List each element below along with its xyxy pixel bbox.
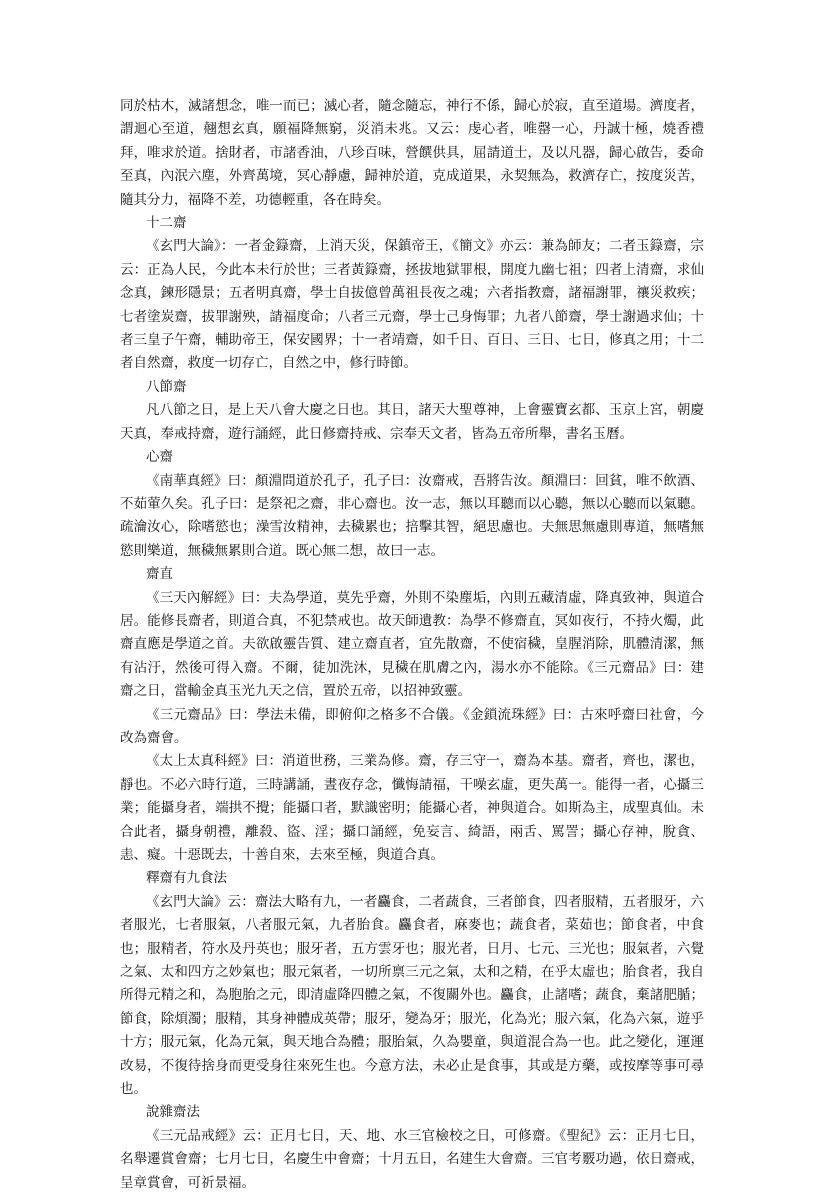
document-body	[120, 95, 704, 1195]
paragraph: 《太上太真科經》曰：消道世務，三業為修。齋，存三守一，齋為本基。齋者，齊也，潔也，靜也。不必六時行道，三時講誦，晝夜存念，懺悔請福，干噪玄虛，更失萬一。能得一者，心攝三業；能攝身者，端拱不攪；能攝口者，默識密明；能攝心者，神與道合。如斯為主，成聖真仙。未合此者，攝身朝禮，離殺、盜、淫；攝口誦經，免妄言、綺語，兩舌、罵詈；攝心存神，脫貪、恚、癡。十惡既去，十善自來，去來至極，與道合真。	[120, 753, 704, 863]
section-heading: 心齋	[146, 449, 173, 466]
section-heading: 八節齋	[146, 378, 187, 395]
paragraph: 《三天內解經》曰：夫為學道，莫先乎齋，外則不染塵垢，內則五藏清虛，降真致神，與道合居。能修長齋者，則道合真，不犯禁戒也。故天師遺教：為學不修齋直，冥如夜行，不持火燭，此齋直應是學道之首。夫欲啟靈告質、建立齋直者，宜先散齋，不使宿穢，皇腥消除，肌體清潔，無有沾汙，然後可得入齋。不爾，徒加洗沐，見穢在肌膚之內，湯水亦不能除。《三元齋品》曰：建齋之日，當輸金真玉光九天之信，置於五帝，以招神致靈。	[120, 589, 704, 700]
section-heading: 十二齋	[146, 215, 187, 232]
section-heading: 釋齋有九食法	[146, 870, 227, 887]
paragraph: 《南華真經》曰：顏淵問道於孔子，孔子曰：汝齋戒，吾將告汝。顏淵曰：回貧，唯不飲酒、不茹葷久矣。孔子曰：是祭祀之齋，非心齋也。汝一志，無以耳聽而以心聽，無以心聽而以氣聽。疏瀹汝心，除嗜慾也；澡雪汝精神，去穢累也；掊擊其智，絕思慮也。夫無思無慮則專道，無嗜無慾則樂道，無穢無累則合道。既心無二想，故曰一志。	[120, 472, 704, 559]
section-heading: 說雜齋法	[146, 1104, 200, 1121]
paragraph: 同於枯木，滅諸想念，唯一而已；滅心者，隨念隨忘，神行不係，歸心於寂，直至道場。濟度者，謂迴心至道，翹想玄真，願福降無窮，災消未兆。又云：虔心者，唯罄一心，丹誠十極，燒香禮拜，唯求於道。捨財者，市諸香油，八珍百味，營饌供具，屈請道士，及以凡器，歸心啟告，委命至真，內泯六塵，外齊萬境，冥心靜慮，歸神於道，克成道果，永契無為，救濟存亡，按度災苦，隨其分力，福降不差，功德輕重，各在時矣。	[120, 98, 704, 208]
paragraph: 《三元品戒經》云：正月七日，天、地、水三官檢校之日，可修齋。《聖紀》云：正月七日，名舉遷賞會齋；七月七日，名慶生中會齋；十月五日，名建生大會齋。三官考覈功過，依日齋戒，呈章賞會，可祈景福。	[120, 1127, 704, 1191]
paragraph: 《玄門大論》：一者金籙齋，上消天災，保鎮帝王，《簡文》亦云：兼為師友；二者玉籙齋，宗云：正為人民，今此本未行於世；三者黃籙齋，拯拔地獄罪根，開度九幽七祖；四者上清齋，求仙念真，鍊形隱景；五者明真齋，學士自拔億曾萬祖長夜之魂；六者指教齋，諸福謝罪，禳災救疾；七者塗炭齋，拔罪謝殃，請福度命；八者三元齋，學士己身悔罪；九者八節齋，學士謝過求仙；十者三皇子午齋，輔助帝王，保安國界；十一者靖齋，如千日、百日、三日、七日，修真之用；十二者自然齋，救度一切存亡，自然之中，修行時節。	[120, 238, 704, 372]
paragraph: 《玄門大論》云：齋法大略有九，一者麤食，二者蔬食，三者節食，四者服精，五者服牙，六者服光，七者服氣，八者服元氣，九者胎食。麤食者，麻麥也；蔬食者，菜茹也；節食者，中食也；服精者，符水及丹英也；服牙者，五方雲牙也；服光者，日月、七元、三光也；服氣者，六覺之氣、太和四方之妙氣也；服元氣者，一切所禀三元之氣，太和之精，在乎太虛也；胎食者，我自所得元精之和，為胞胎之元，即清虛降四體之氣，不復關外也。麤食，止諸嗜；蔬食，棄諸肥腯；節食，除煩濁；服精，其身神體成英帶；服牙，變為牙；服光，化為光；服六氣，化為六氣，遊乎十方；服元氣，化為元氣，與天地合為體；服胎氣，久為嬰童，與道混合為一也。此之變化，運運改易，不復待捨身而更受身往來死生也。今意方法，未必止是食事，其或是方藥，或按摩等事可尋也。	[120, 893, 704, 1098]
section-heading: 齋直	[146, 566, 173, 583]
paragraph: 《三元齋品》曰：學法未備，即俯仰之格多不合儀。《金鎖流珠經》曰：古來呼齋曰社會，今改為齋會。	[120, 706, 704, 746]
paragraph: 凡八節之日，是上天八會大慶之日也。其日，諸天大聖尊神，上會靈寶玄都、玉京上宮，朝慶天真，奉戒持齋，遊行誦經，此日修齋持戒、宗奉天文者，皆為五帝所舉，書名玉曆。	[120, 402, 704, 442]
